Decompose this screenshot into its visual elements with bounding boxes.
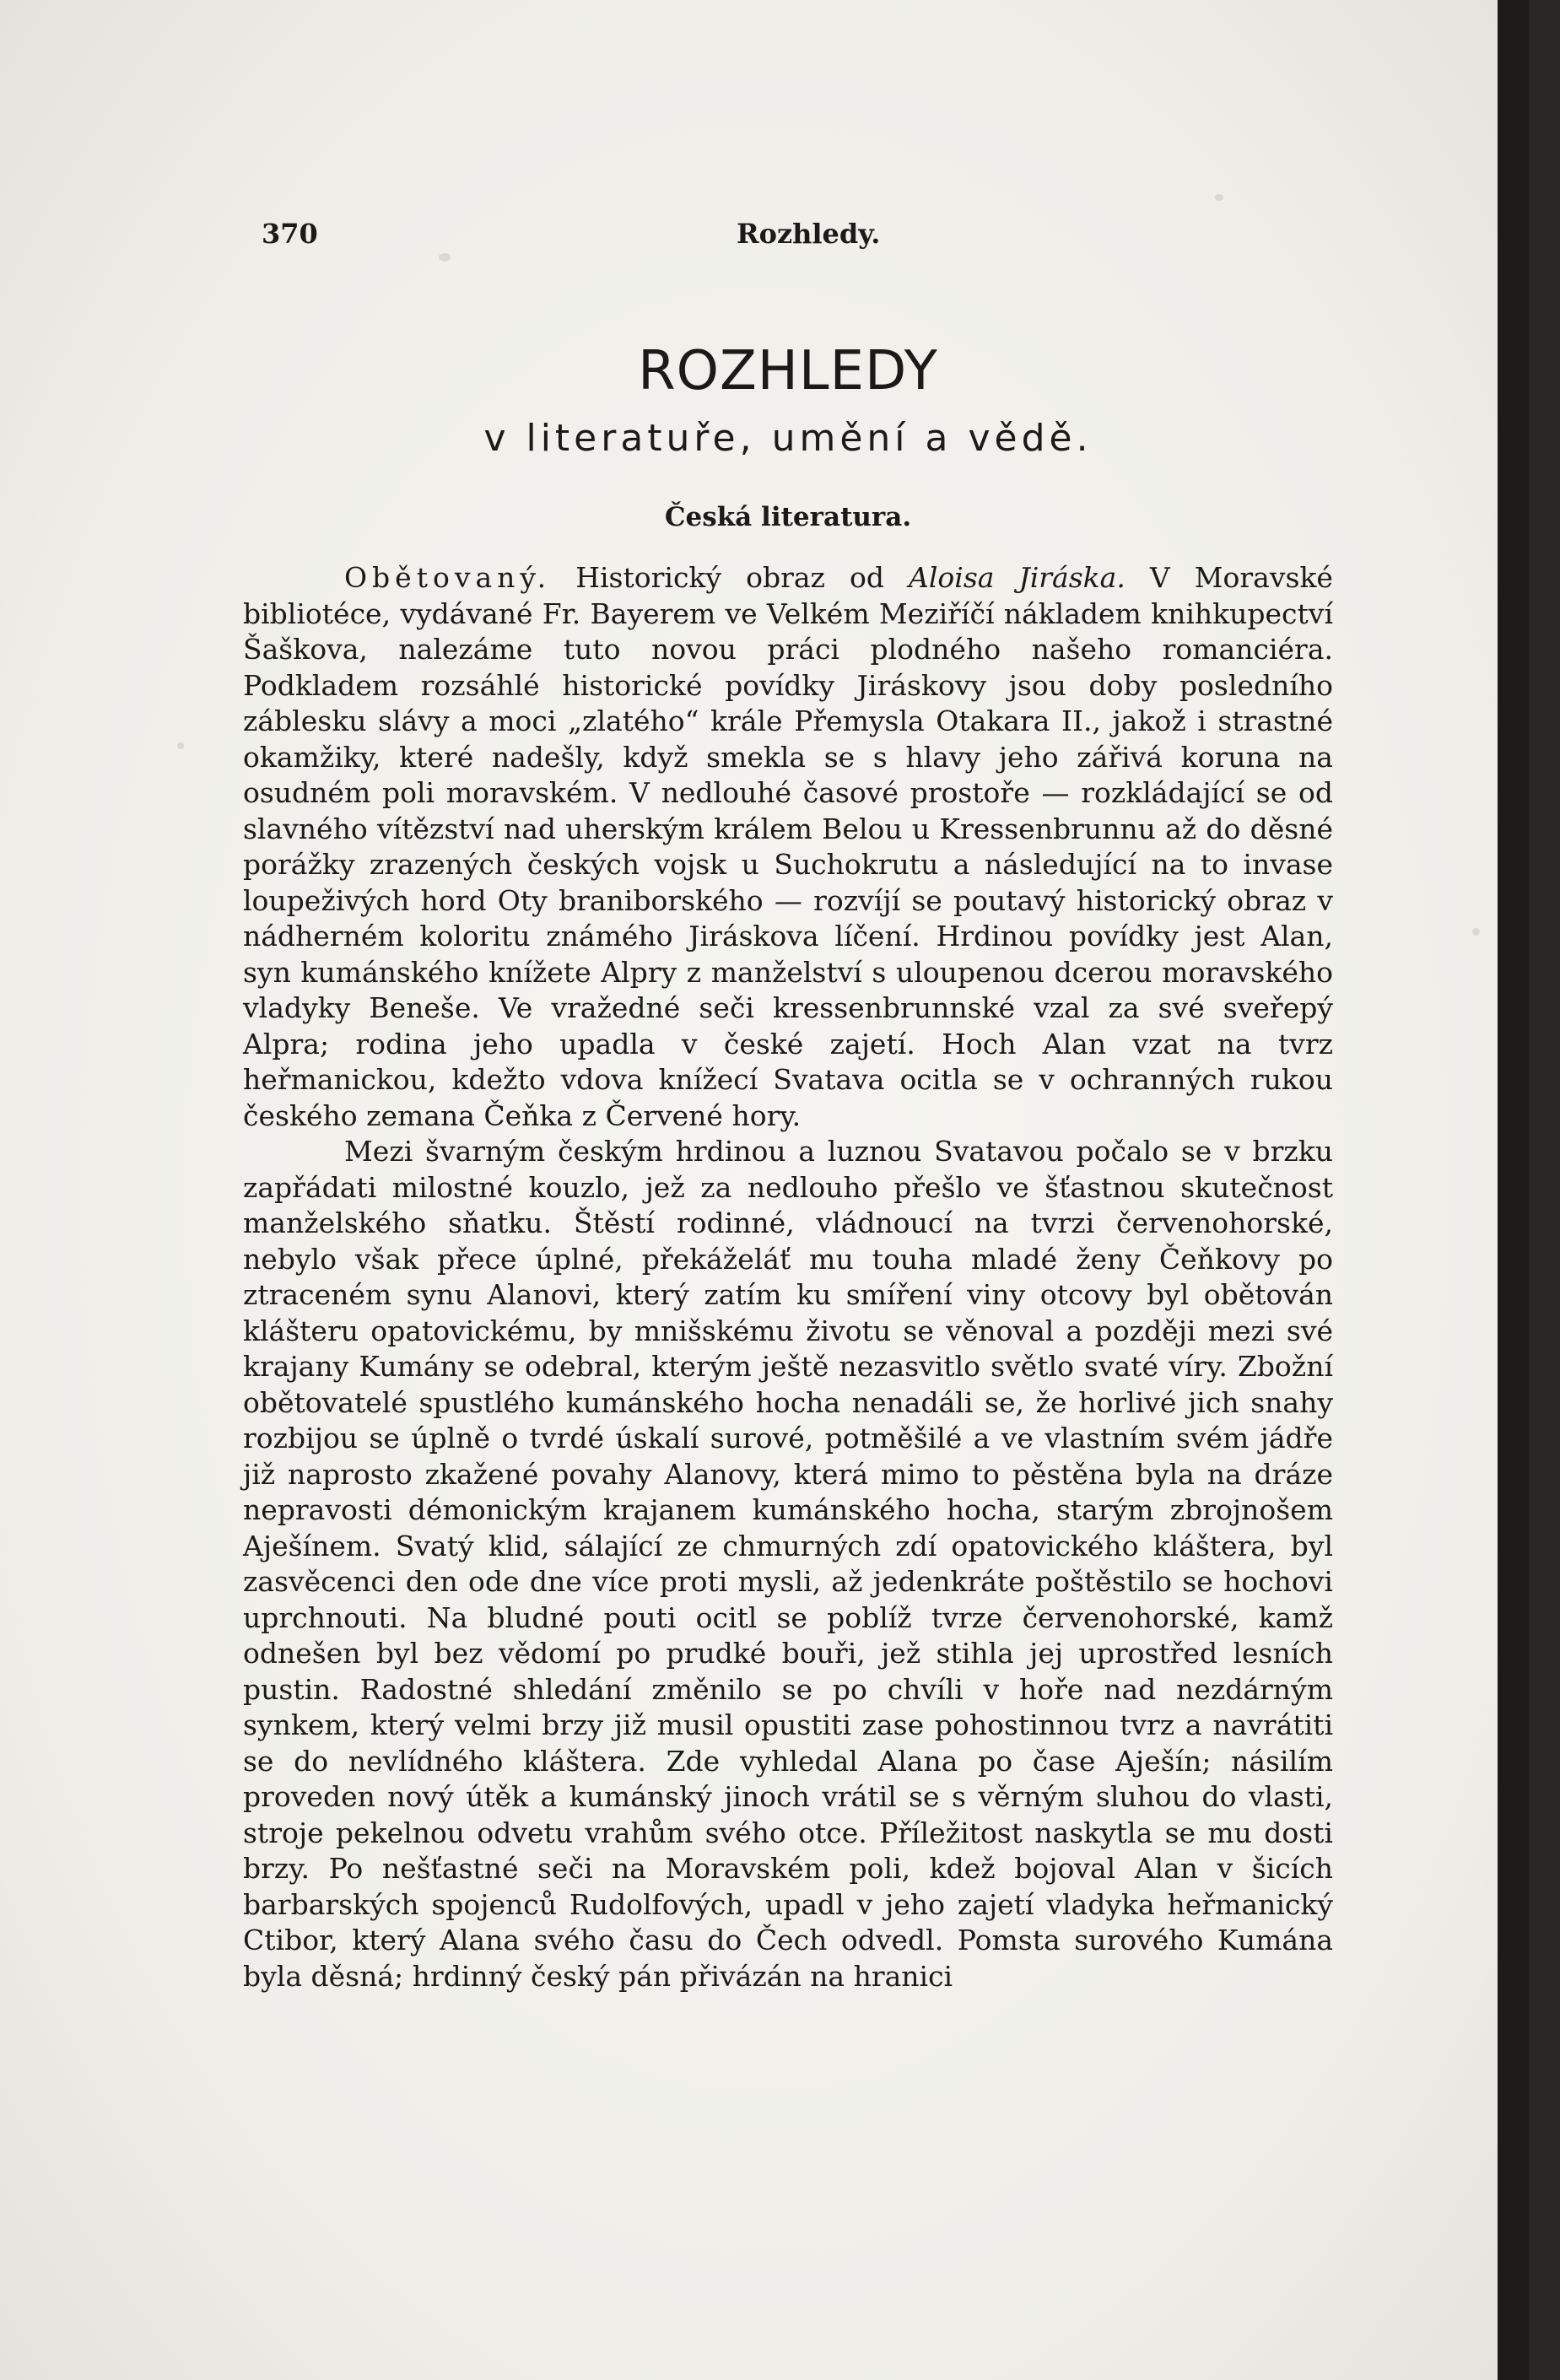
author-name: Aloisa Jiráska. <box>909 561 1125 594</box>
binding-edge <box>1498 0 1529 2380</box>
paragraph-1-text-b: V Moravské bibliotéce, vydávané Fr. Bayerem ve Velkém Meziříčí nákladem knihkupectví Šaškova, nalezáme tuto novou práci plodného našeho romanciéra. Podkladem rozsáhlé historické povídky Jiráskovy jsou doby posledního záblesku slávy a moci „zlatého“ krále Přemysla Otakara II., jakož i strastné okamžiky, které nadešly, když smekla se s hlavy jeho zářivá koruna na osudném poli moravském. V nedlouhé časové prostoře — rozkládající se od slavného vítězství nad uherským králem Belou u Kressenbrunnu až do děsné porážky zrazených českých vojsk u Suchokrutu a následující na to invase loupeživých hord Oty braniborského — rozvíjí se poutavý historický obraz v nádherném koloritu známého Jiráskova líčení. Hrdinou povídky jest Alan, syn kumánského knížete Alpry z manželství s uloupenou dcerou moravského vladyky Beneše. Ve vražedné seči kressenbrunnské vzal za své sveřepý Alpra; rodina jeho upadla v české zajetí. Hoch Alan vzat na tvrz heřmanickou, kdežto vdova knížecí Svatava ocitla se v ochranných rukou českého zemana Čeňka z Červené hory. <box>243 561 1333 1132</box>
section-heading: Česká literatura. <box>664 502 912 532</box>
running-title: Rozhledy. <box>737 218 881 250</box>
paper-stain <box>177 742 184 749</box>
paragraph-1-text-a: Historický obraz od <box>551 561 910 594</box>
paper-stain <box>1215 194 1223 201</box>
main-title: ROZHLEDY <box>638 340 938 402</box>
book-title: Obětovaný. <box>344 561 552 594</box>
paragraph-2: Mezi švarným českým hrdinou a luznou Svatavou počalo se v brzku zapřádati milostné kouzlo, jež za nedlouho přešlo ve šťastnou skutečnost manželského sňatku. Štěstí rodinné, vládnoucí na tvrzi červenohorské, nebylo však přece úplné, překáželáť mu touha mladé ženy Čeňkovy po ztraceném synu Alanovi, který zatím ku smíření viny otcovy byl obětován klášteru opatovickému, by mnišskému životu se věnoval a později mezi své krajany Kumány se odebral, kterým ještě nezasvitlo světlo svaté víry. Zbožní obětovatelé spustlého kumánského hocha nenadáli se, že horlivé jich snahy rozbijou se úplně o tvrdé úskalí surové, potměšilé a ve vlastním svém jádře již naprosto zkažené povahy Alanovy, která mimo to pěstěna byla na dráze nepravosti démonickým krajanem kumánského hocha, starým zbrojnošem Aješínem. Svatý klid, sálající ze chmurných zdí opatovického kláštera, byl zasvěcenci den ode dne více proti mysli, až jedenkráte poštěstilo se hochovi uprchnouti. Na bludné pouti ocitl se poblíž tvrze červenohorské, kamž odnešen byl bez vědomí po prudké bouři, jež stihla jej uprostřed lesních pustin. Radostné shledání změnilo se po chvíli v hoře nad nezdárným synkem, který velmi brzy již musil opustiti zase pohostinnou tvrz a navrátiti se do nevlídného kláštera. Zde vyhledal Alana po čase Aješín; násilím proveden nový útěk a kumánský jinoch vrátil se s věrným sluhou do vlasti, stroje pekelnou odvetu vrahům svého otce. Příležitost naskytla se mu dosti brzy. Po nešťastné seči na Moravském poli, kdež bojoval Alan v šicích barbarských spojenců Rudolfových, upadl v jeho zajetí vladyka heřmanický Ctibor, který Alana svého času do Čech odvedl. Pomsta surového Kumána byla děsná; hrdinný český pán přivázán na hranici <box>243 1135 1333 1993</box>
article-body <box>243 560 1333 1994</box>
running-head <box>243 218 1333 256</box>
paper-stain <box>1472 928 1480 936</box>
paragraph-1 <box>243 560 1333 1134</box>
subtitle: v literatuře, umění a vědě. <box>483 417 1093 460</box>
page-number: 370 <box>262 218 318 250</box>
